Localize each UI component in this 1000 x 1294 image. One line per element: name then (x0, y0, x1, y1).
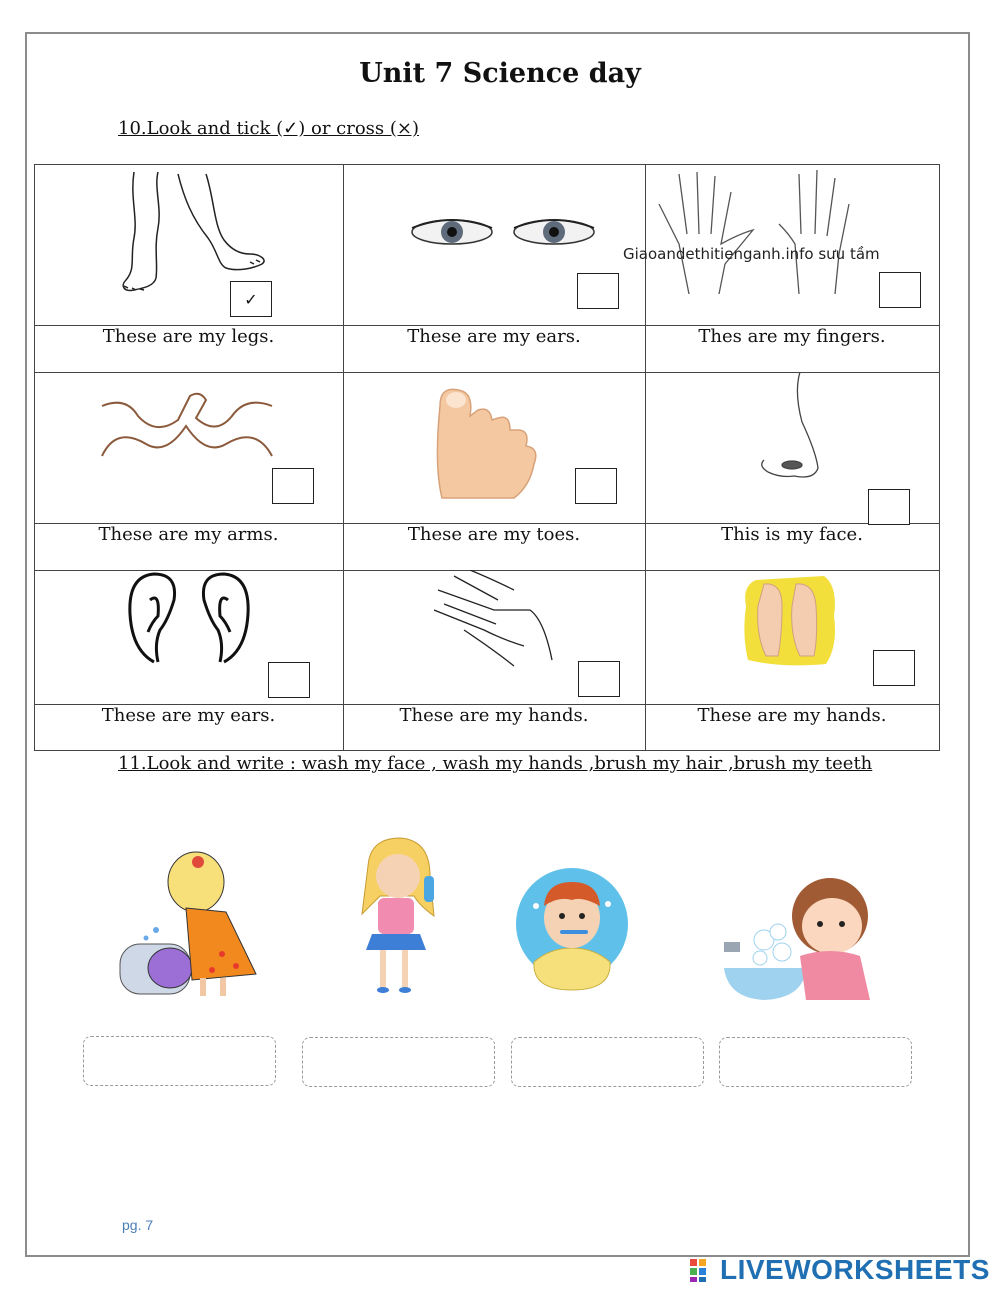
exercise10-grid (34, 164, 940, 751)
caption-1: These are my legs. (102, 326, 275, 347)
liveworksheets-logo-icon (690, 1257, 716, 1283)
caption-7: These are my ears. (101, 705, 276, 726)
tick-box-5[interactable] (575, 468, 617, 504)
ears-icon (124, 570, 254, 664)
answer-box-4[interactable] (719, 1037, 912, 1087)
answer-box-2[interactable] (302, 1037, 495, 1087)
caption-6: This is my face. (721, 524, 863, 545)
girl-brushing-hair-image (350, 836, 446, 996)
tick-box-8[interactable] (578, 661, 620, 697)
boy-brushing-teeth-image (512, 866, 632, 992)
hands-fingers-icon (649, 164, 854, 299)
tick-box-2[interactable] (577, 273, 619, 309)
page-number: pg. 7 (122, 1217, 154, 1233)
caption-4: These are my arms. (98, 524, 279, 545)
answer-box-1[interactable] (83, 1036, 276, 1086)
girl-washing-face-image (116, 848, 258, 998)
eyes-icon (404, 204, 604, 264)
tick-box-9[interactable] (873, 650, 915, 686)
nose-icon (754, 372, 834, 482)
arms-icon (96, 386, 276, 466)
tick-box-3[interactable] (879, 272, 921, 308)
caption-3: Thes are my fingers. (698, 326, 886, 347)
exercise11-instruction: 11.Look and write : wash my face , wash my hands ,brush my hair ,brush my teeth (118, 753, 873, 774)
liveworksheets-logo (690, 1255, 990, 1285)
caption-9: These are my hands. (697, 705, 887, 726)
page-title: Unit 7 Science day (359, 58, 641, 89)
toes-icon (434, 386, 554, 502)
tick-box-7[interactable] (268, 662, 310, 698)
legs-icon (114, 168, 274, 296)
tick-box-4[interactable] (272, 468, 314, 504)
liveworksheets-brand: LIVEWORKSHEETS (720, 1254, 990, 1285)
answer-box-3[interactable] (511, 1037, 704, 1087)
caption-5: These are my toes. (407, 524, 581, 545)
tick-box-6[interactable] (868, 489, 910, 525)
girl-washing-hands-image (720, 872, 886, 1002)
feet-icon (742, 576, 838, 666)
caption-2: These are my ears. (407, 326, 581, 347)
watermark-text: Giaoandethitienganh.info sưu tầm (623, 245, 880, 263)
hands-icon (434, 570, 554, 670)
caption-8: These are my hands. (399, 705, 589, 726)
exercise10-instruction: 10.Look and tick (✓) or cross (×) (118, 118, 420, 139)
tick-box-1[interactable]: ✓ (230, 281, 272, 317)
